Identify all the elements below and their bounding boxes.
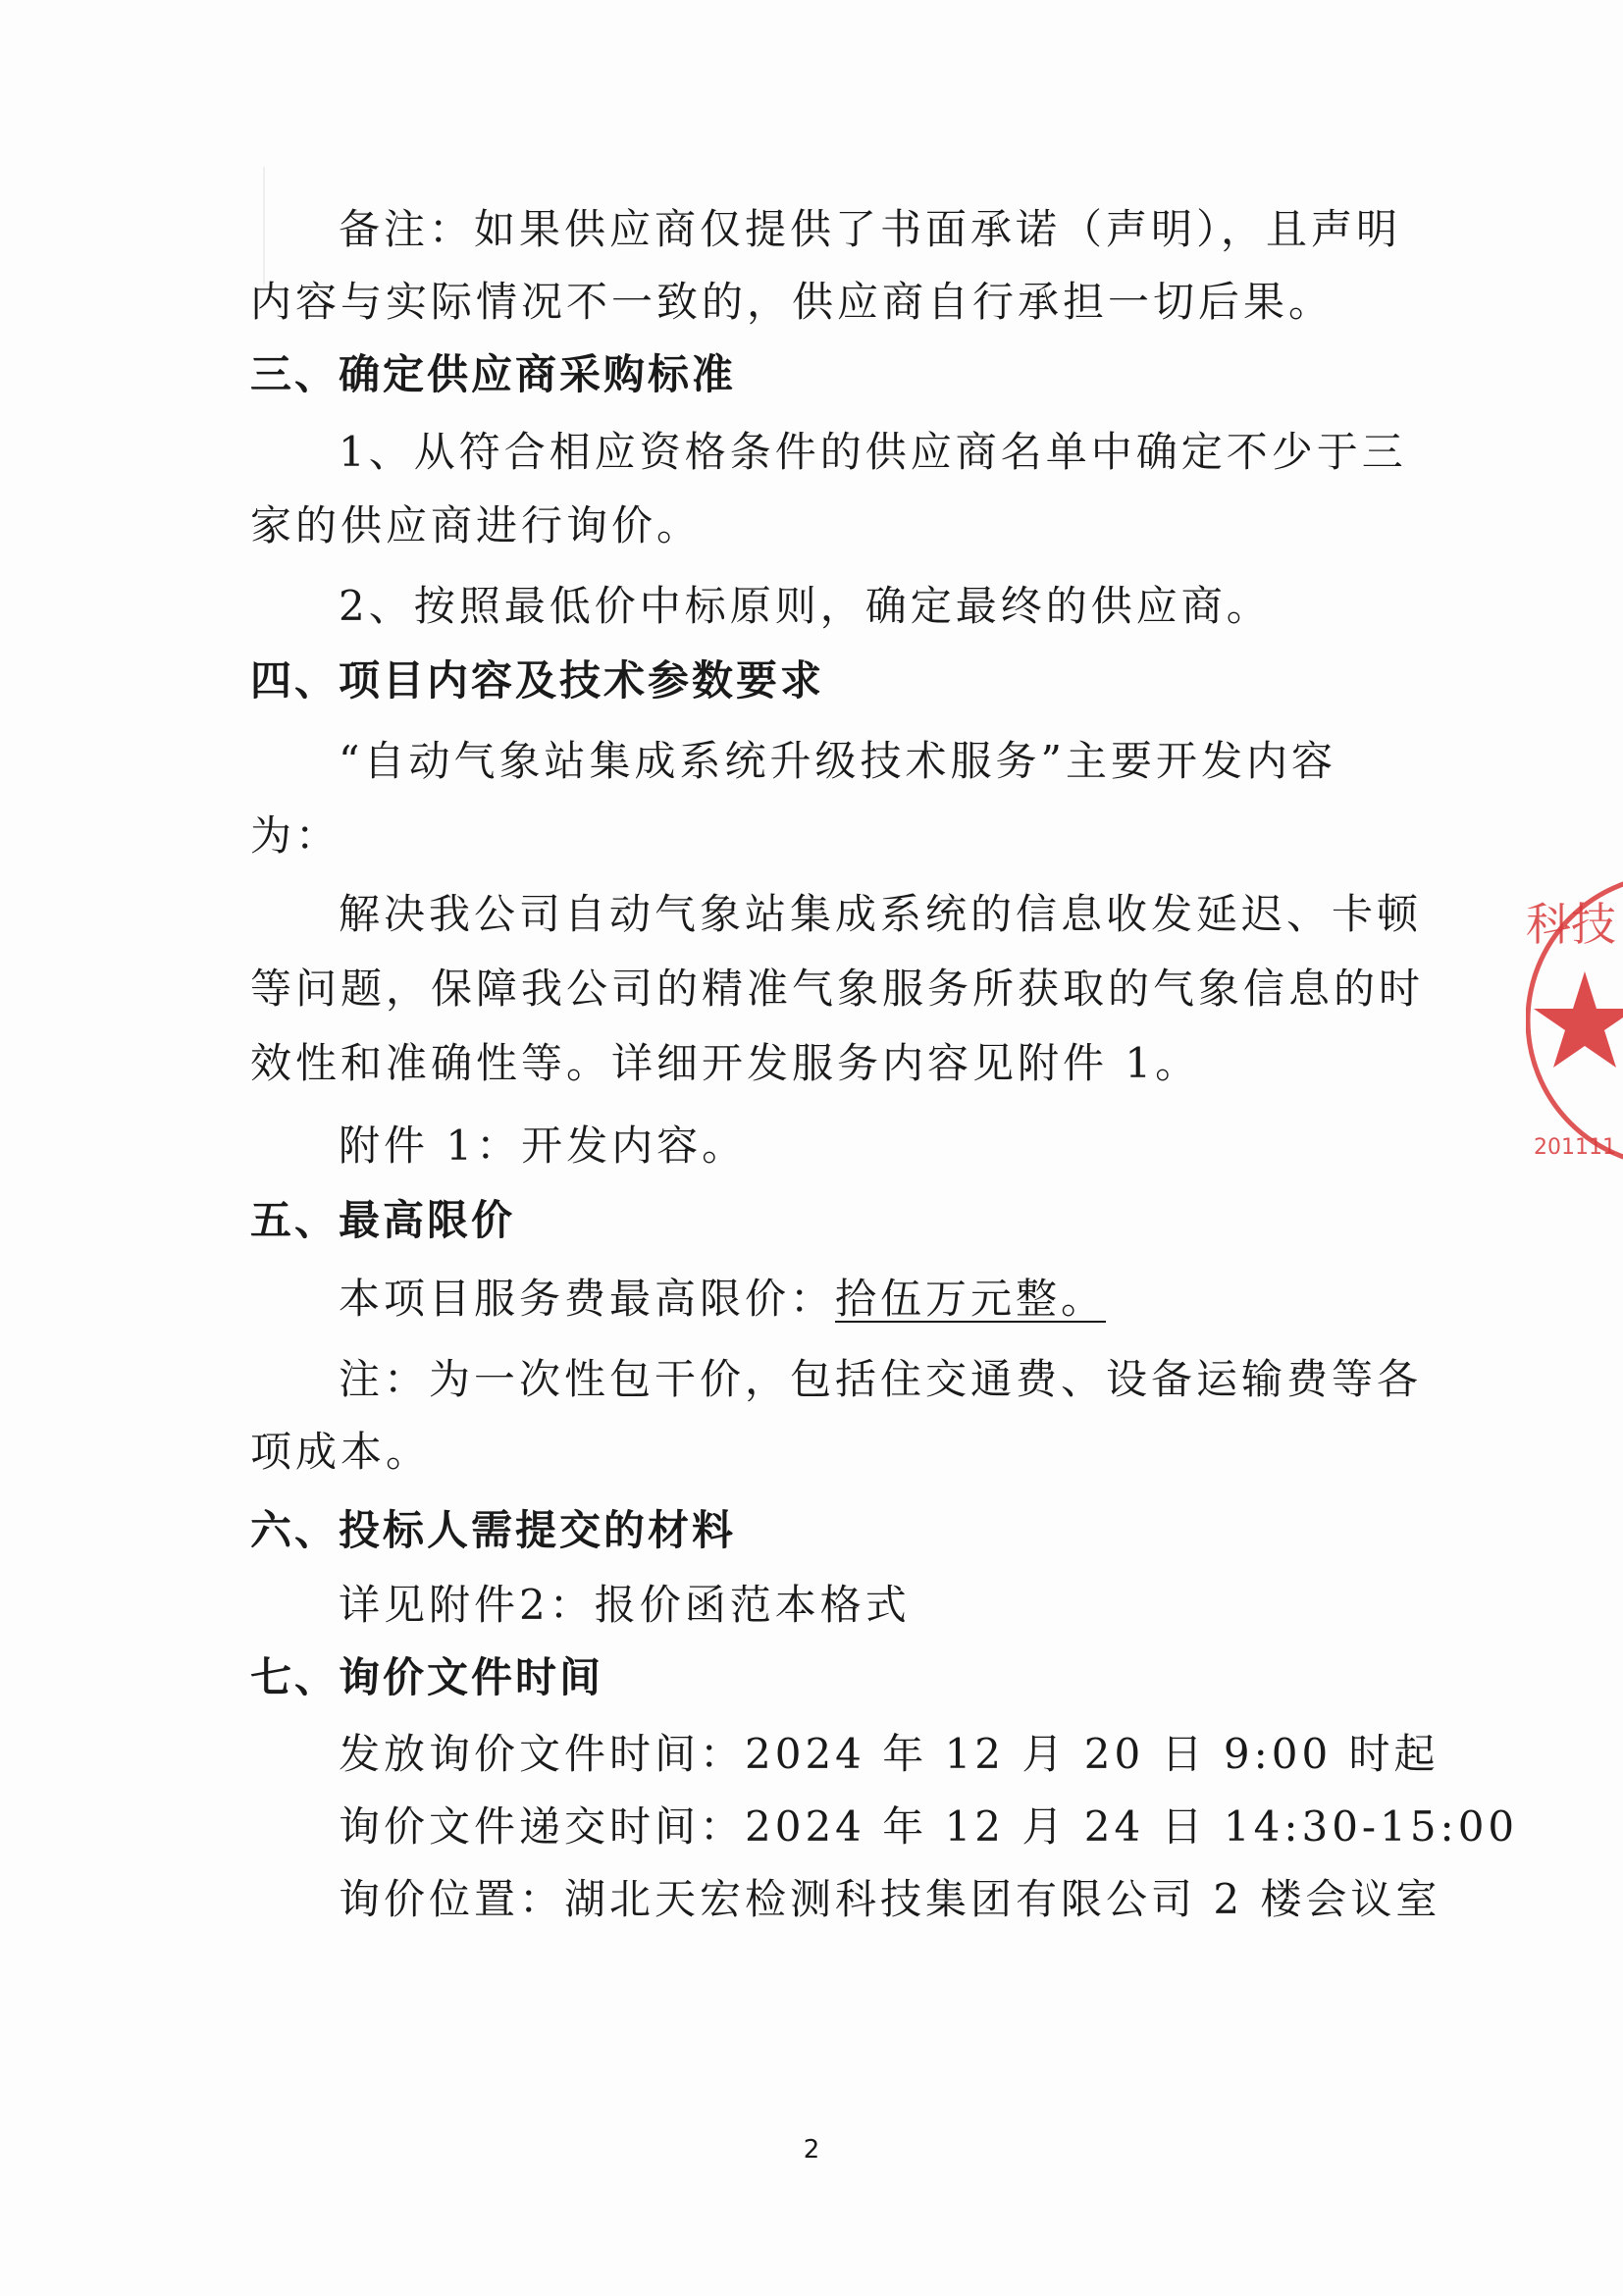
section-7-location: 询价位置：湖北天宏检测科技集团有限公司 2 楼会议室 xyxy=(339,1875,1441,1923)
section-4-heading: 四、项目内容及技术参数要求 xyxy=(250,656,825,704)
remark-line-2: 内容与实际情况不一致的，供应商自行承担一切后果。 xyxy=(250,278,1335,326)
section-6-detail: 详见附件2：报价函范本格式 xyxy=(339,1581,911,1629)
remark-line-1: 备注：如果供应商仅提供了书面承诺（声明），且声明 xyxy=(339,205,1402,253)
section-3-heading: 三、确定供应商采购标准 xyxy=(250,350,737,398)
section-4-intro-line-2: 为： xyxy=(250,811,341,860)
price-value: 拾伍万元整。 xyxy=(835,1275,1107,1323)
section-3-item-1-line-2: 家的供应商进行询价。 xyxy=(250,501,703,549)
page-number: 2 xyxy=(803,2135,820,2165)
section-3-item-1-line-1: 1、从符合相应资格条件的供应商名单中确定不少于三 xyxy=(339,428,1407,476)
section-5-note-line-2: 项成本。 xyxy=(250,1428,432,1476)
seal-graphic xyxy=(1526,863,1623,1177)
section-7-heading: 七、询价文件时间 xyxy=(250,1653,604,1701)
seal-star-icon xyxy=(1534,971,1623,1068)
section-7-submit-time: 询价文件递交时间：2024 年 12 月 24 日 14:30-15:00 xyxy=(339,1802,1519,1851)
section-6-heading: 六、投标人需提交的材料 xyxy=(250,1506,737,1554)
section-3-item-2: 2、按照最低价中标原则，确定最终的供应商。 xyxy=(339,582,1272,630)
company-seal-stamp xyxy=(1526,863,1623,1177)
section-5-note-line-1: 注：为一次性包干价，包括住交通费、设备运输费等各 xyxy=(339,1355,1423,1403)
seal-text-top: 科技 xyxy=(1526,898,1616,951)
price-label: 本项目服务费最高限价： xyxy=(339,1275,836,1323)
section-5-price-line xyxy=(339,1272,1120,1327)
section-4-attachment: 附件 1：开发内容。 xyxy=(339,1122,748,1170)
section-4-desc-line-1: 解决我公司自动气象站集成系统的信息收发延迟、卡顿 xyxy=(339,890,1423,938)
scan-fold-mark xyxy=(263,167,265,285)
section-4-intro-line-1: “自动气象站集成系统升级技术服务”主要开发内容 xyxy=(339,737,1336,785)
section-4-desc-line-2: 等问题，保障我公司的精准气象服务所获取的气象信息的时 xyxy=(250,965,1425,1013)
section-7-issue-time: 发放询价文件时间：2024 年 12 月 20 日 9:00 时起 xyxy=(339,1730,1440,1778)
section-4-desc-line-3: 效性和准确性等。详细开发服务内容见附件 1。 xyxy=(250,1039,1201,1087)
seal-text-bottom: 201111 xyxy=(1534,1135,1616,1160)
section-5-heading: 五、最高限价 xyxy=(250,1196,516,1244)
